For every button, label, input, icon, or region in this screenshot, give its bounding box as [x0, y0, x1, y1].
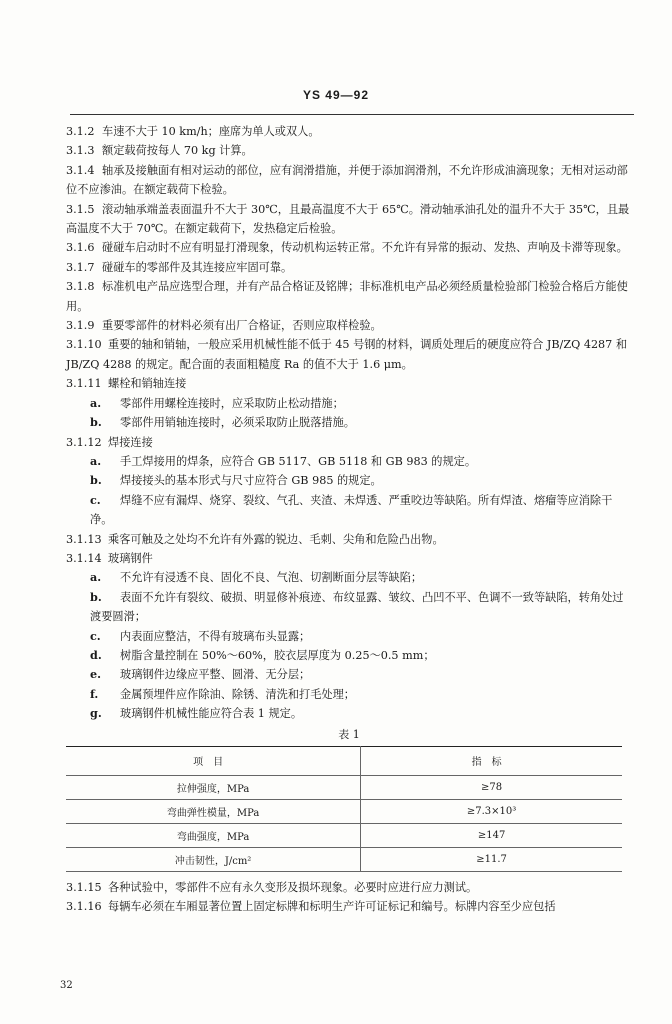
item-text: 焊接接头的基本形式与尺寸应符合 GB 985 的规定。	[120, 474, 382, 488]
item-text: 焊缝不应有漏焊、烧穿、裂纹、气孔、夹渣、未焊透、严重咬边等缺陷。所有焊渣、熔瘤等应消除干净。	[90, 493, 613, 527]
paragraph	[66, 335, 632, 374]
list-3-1-12	[66, 452, 632, 530]
item-text: 树脂含量控制在 50%～60%，胶衣层厚度为 0.25～0.5 mm；	[120, 648, 435, 662]
property-cell: 弯曲弹性模量，MPa	[66, 799, 361, 823]
table-row	[66, 847, 622, 871]
item-text: 内表面应整洁，不得有玻璃布头显露；	[120, 629, 311, 643]
paragraph	[66, 200, 632, 239]
item-text: 手工焊接用的焊条，应符合 GB 5117、GB 5118 和 GB 983 的规定。	[120, 454, 477, 468]
clause-text: 碰碰车的零部件及其连接应牢固可靠。	[102, 260, 293, 274]
list-item	[90, 413, 632, 432]
clause-text: 重要的轴和销轴，一般应采用机械性能不低于 45 号钢的材料，调质处理后的硬度应符合 JB/ZQ 4287 和 JB/ZQ 4288 的规定。配合面的表面粗糙度 Ra 的值不大于 1.6 μm。	[66, 338, 628, 371]
item-label: b.	[90, 589, 102, 604]
clause-number: 3.1.8	[66, 280, 95, 294]
list-item	[90, 568, 632, 587]
table-row	[66, 799, 622, 823]
item-label: f.	[90, 686, 99, 701]
table-title: 表 1	[338, 727, 360, 741]
paragraph	[66, 258, 632, 277]
spec-table	[66, 746, 622, 872]
item-label: b.	[90, 473, 102, 488]
item-text: 不允许有浸透不良、固化不良、气泡、切割断面分层等缺陷；	[120, 571, 423, 585]
list-item	[90, 588, 632, 627]
list-item	[90, 646, 632, 665]
item-text: 玻璃钢件边缘应平整、圆滑、无分层；	[120, 668, 311, 682]
item-text: 表面不允许有裂纹、破损、明显修补痕迹、布纹显露、皱纹、凸凹不平、色调不一致等缺陷，转角处过渡要圆滑；	[90, 590, 624, 624]
item-text: 玻璃钢件机械性能应符合表 1 规定。	[120, 707, 303, 721]
table-row	[66, 823, 622, 847]
clause-number: 3.1.2	[66, 125, 95, 138]
property-cell: 弯曲强度，MPa	[66, 823, 361, 847]
paragraph	[66, 141, 632, 160]
document-body	[66, 122, 632, 916]
paragraph	[66, 238, 632, 257]
item-label: d.	[90, 647, 102, 662]
clause-text: 滚动轴承端盖表面温升不大于 30℃，且最高温度不大于 65℃。滑动轴承油孔处的温升不大于 35℃，且最高温度不大于 70℃。在额定载荷下，发热稳定后检验。	[66, 202, 630, 236]
item-label: g.	[90, 706, 102, 721]
col-header-item: 项目	[66, 746, 361, 775]
section-3-1-11: 3.1.11 螺栓和销轴连接	[66, 377, 187, 391]
list-item	[90, 471, 632, 490]
table-header-row	[66, 746, 622, 775]
list-item	[90, 665, 632, 684]
item-label: a.	[90, 395, 102, 410]
item-label: c.	[90, 492, 101, 507]
item-text: 金属预埋件应作除油、除锈、清洗和打毛处理；	[120, 687, 355, 701]
list-item	[90, 627, 632, 646]
clause-text: 碰碰车启动时不应有明显打滑现象，传动机构运转正常。不允许有异常的振动、发热、声响及卡滞等现象。	[102, 241, 628, 255]
item-label: a.	[90, 453, 102, 468]
clause-text: 额定载荷按每人 70 kg 计算。	[102, 144, 253, 158]
property-cell: 冲击韧性，J/cm²	[66, 847, 361, 871]
clause-number: 3.1.7	[66, 260, 95, 274]
clause-text: 标准机电产品应选型合理，并有产品合格证及铭牌；非标准机电产品必须经质量检验部门检验合格后方能使用。	[66, 280, 628, 313]
clause-number: 3.1.6	[66, 241, 95, 255]
value-cell: ≥147	[361, 823, 622, 847]
paragraph	[66, 161, 632, 200]
item-label: a.	[90, 570, 102, 585]
table-row	[66, 775, 622, 799]
item-label: e.	[90, 667, 102, 682]
value-cell: ≥7.3×10³	[361, 799, 622, 823]
list-3-1-14	[66, 568, 632, 723]
clause-text: 轴承及接触面有相对运动的部位，应有润滑措施，并便于添加润滑剂，不允许形成油滴现象；无相对运动部位不应渗油。在额定载荷下检验。	[66, 163, 628, 197]
section-3-1-16: 3.1.16 每辆车必须在车厢显著位置上固定标牌和标明生产许可证标记和编号。标牌内容至少应包括	[66, 900, 556, 913]
list-item	[90, 452, 632, 471]
clause-number: 3.1.10	[66, 338, 102, 352]
clause-text: 重要零部件的材料必须有出厂合格证，否则应取样检验。	[102, 319, 382, 333]
clause-number: 3.1.9	[66, 319, 95, 333]
value-cell: ≥11.7	[361, 847, 622, 871]
value-cell: ≥78	[361, 775, 622, 799]
paragraph	[66, 122, 632, 141]
list-item	[90, 685, 632, 704]
clause-number: 3.1.3	[66, 144, 95, 158]
paragraph-list	[66, 122, 632, 374]
clause-number: 3.1.5	[66, 202, 95, 216]
page-number: 32	[60, 980, 73, 991]
clause-text: 车速不大于 10 km/h；座席为单人或双人。	[102, 125, 320, 138]
item-label: c.	[90, 628, 101, 643]
section-3-1-13: 3.1.13 乘客可触及之处均不允许有外露的锐边、毛刺、尖角和危险凸出物。	[66, 532, 444, 546]
standard-code-header: YS 49—92	[302, 88, 370, 102]
item-text: 零部件用螺栓连接时，应采取防止松动措施；	[120, 396, 344, 410]
property-cell: 拉伸强度，MPa	[66, 775, 361, 799]
col-header-value: 指标	[361, 746, 622, 775]
list-item	[90, 491, 632, 530]
header-rule	[70, 114, 634, 115]
list-3-1-11	[66, 394, 632, 433]
item-text: 零部件用销轴连接时，必须采取防止脱落措施。	[120, 416, 355, 430]
section-3-1-15: 3.1.15 各种试验中，零部件不应有永久变形及损坏现象。必要时应进行应力测试。	[66, 880, 478, 894]
clause-number: 3.1.4	[66, 163, 95, 177]
list-item	[90, 394, 632, 413]
item-label: b.	[90, 415, 102, 430]
section-3-1-12: 3.1.12 焊接连接	[66, 435, 153, 449]
list-item	[90, 704, 632, 723]
section-3-1-14: 3.1.14 玻璃钢件	[66, 551, 153, 565]
paragraph	[66, 277, 632, 316]
paragraph	[66, 316, 632, 335]
